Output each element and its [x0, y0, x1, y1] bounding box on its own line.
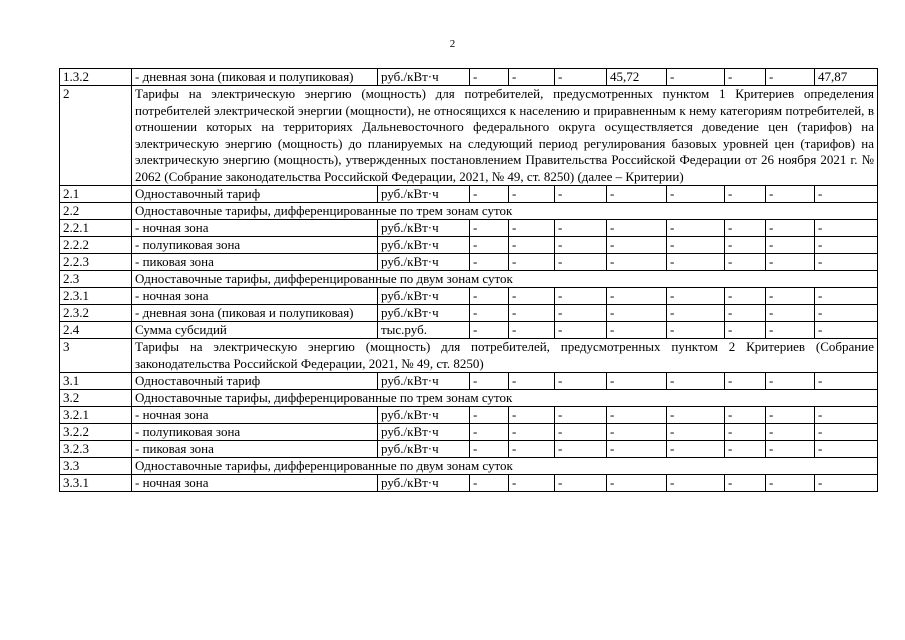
value-cell: - [766, 373, 815, 390]
item-name-cell: - ночная зона [132, 288, 378, 305]
value-cell: - [509, 373, 555, 390]
item-name-cell: - пиковая зона [132, 441, 378, 458]
row-number-cell: 1.3.2 [60, 69, 132, 86]
value-cell: - [815, 288, 878, 305]
value-cell: - [607, 441, 667, 458]
table-row [60, 475, 878, 492]
unit-cell: руб./кВт·ч [378, 220, 470, 237]
unit-cell: руб./кВт·ч [378, 254, 470, 271]
group-heading-cell: Одноставочные тарифы, дифференцированные по двум зонам суток [132, 271, 878, 288]
value-cell: - [725, 305, 766, 322]
row-number-cell: 2.3.1 [60, 288, 132, 305]
row-number-cell: 3.3 [60, 458, 132, 475]
value-cell: - [607, 373, 667, 390]
value-cell: - [555, 424, 607, 441]
item-name-cell: - полупиковая зона [132, 237, 378, 254]
value-cell: - [555, 322, 607, 339]
value-cell: - [470, 254, 509, 271]
table-row [60, 407, 878, 424]
value-cell: - [725, 322, 766, 339]
value-cell: - [815, 322, 878, 339]
unit-cell: руб./кВт·ч [378, 424, 470, 441]
value-cell: - [725, 220, 766, 237]
value-cell: - [815, 475, 878, 492]
unit-cell: руб./кВт·ч [378, 186, 470, 203]
section-row [60, 339, 878, 373]
row-number-cell: 2.2 [60, 203, 132, 220]
value-cell: - [815, 441, 878, 458]
value-cell: - [470, 441, 509, 458]
group-heading-cell: Одноставочные тарифы, дифференцированные по двум зонам суток [132, 458, 878, 475]
value-cell: - [555, 220, 607, 237]
value-cell: - [470, 424, 509, 441]
table-row [60, 220, 878, 237]
row-number-cell: 3.2.1 [60, 407, 132, 424]
value-cell: - [667, 407, 725, 424]
value-cell: - [815, 237, 878, 254]
value-cell: - [667, 237, 725, 254]
value-cell: - [766, 424, 815, 441]
item-name-cell: Одноставочный тариф [132, 186, 378, 203]
value-cell: - [555, 237, 607, 254]
value-cell: - [555, 407, 607, 424]
item-name-cell: - дневная зона (пиковая и полупиковая) [132, 305, 378, 322]
value-cell: - [725, 69, 766, 86]
value-cell: - [815, 220, 878, 237]
value-cell: - [509, 475, 555, 492]
value-cell: - [607, 475, 667, 492]
group-row [60, 390, 878, 407]
value-cell: - [509, 237, 555, 254]
value-cell: - [607, 424, 667, 441]
value-cell: - [725, 237, 766, 254]
row-number-cell: 3.2.3 [60, 441, 132, 458]
unit-cell: руб./кВт·ч [378, 407, 470, 424]
group-row [60, 203, 878, 220]
value-cell: - [725, 373, 766, 390]
table-row [60, 305, 878, 322]
row-number-cell: 3.2.2 [60, 424, 132, 441]
value-cell: - [766, 305, 815, 322]
row-number-cell: 2.1 [60, 186, 132, 203]
value-cell: - [725, 288, 766, 305]
value-cell: - [725, 424, 766, 441]
table-row [60, 373, 878, 390]
unit-cell: руб./кВт·ч [378, 305, 470, 322]
value-cell: - [766, 237, 815, 254]
group-row [60, 271, 878, 288]
section-heading-cell: Тарифы на электрическую энергию (мощность) для потребителей, предусмотренных пунктом 2 Критериев (Собрание законодательства Российской Федерации, 2021, № 49, ст. 8250) [132, 339, 878, 373]
row-number-cell: 3.3.1 [60, 475, 132, 492]
value-cell: - [725, 441, 766, 458]
value-cell: - [667, 475, 725, 492]
value-cell: - [725, 475, 766, 492]
value-cell: - [555, 373, 607, 390]
value-cell: - [667, 254, 725, 271]
group-heading-cell: Одноставочные тарифы, дифференцированные по трем зонам суток [132, 390, 878, 407]
item-name-cell: - пиковая зона [132, 254, 378, 271]
value-cell: - [815, 305, 878, 322]
row-number-cell: 2.3 [60, 271, 132, 288]
value-cell: - [509, 424, 555, 441]
row-number-cell: 2.2.2 [60, 237, 132, 254]
value-cell: - [766, 186, 815, 203]
item-name-cell: - полупиковая зона [132, 424, 378, 441]
value-cell: - [815, 186, 878, 203]
value-cell: - [470, 237, 509, 254]
value-cell: - [766, 220, 815, 237]
value-cell: - [607, 186, 667, 203]
value-cell: - [470, 373, 509, 390]
value-cell: - [470, 322, 509, 339]
value-cell: - [555, 305, 607, 322]
value-cell: - [766, 322, 815, 339]
page-number: 2 [449, 38, 456, 50]
value-cell: - [766, 407, 815, 424]
value-cell: - [509, 254, 555, 271]
item-name-cell: Одноставочный тариф [132, 373, 378, 390]
value-cell: - [470, 288, 509, 305]
row-number-cell: 3.2 [60, 390, 132, 407]
value-cell: - [815, 424, 878, 441]
value-cell: 47,87 [815, 69, 878, 86]
group-row [60, 458, 878, 475]
item-name-cell: - ночная зона [132, 407, 378, 424]
value-cell: - [607, 322, 667, 339]
value-cell: - [555, 288, 607, 305]
item-name-cell: - дневная зона (пиковая и полупиковая) [132, 69, 378, 86]
table-row [60, 254, 878, 271]
value-cell: - [815, 254, 878, 271]
item-name-cell: - ночная зона [132, 220, 378, 237]
row-number-cell: 2 [60, 86, 132, 186]
section-row [60, 86, 878, 186]
group-heading-cell: Одноставочные тарифы, дифференцированные по трем зонам суток [132, 203, 878, 220]
value-cell: - [815, 407, 878, 424]
value-cell: - [607, 237, 667, 254]
value-cell: - [509, 186, 555, 203]
value-cell: - [667, 220, 725, 237]
value-cell: - [607, 254, 667, 271]
value-cell: - [667, 373, 725, 390]
row-number-cell: 2.3.2 [60, 305, 132, 322]
value-cell: - [509, 69, 555, 86]
value-cell: - [667, 186, 725, 203]
value-cell: - [470, 407, 509, 424]
value-cell: - [667, 322, 725, 339]
value-cell: - [766, 475, 815, 492]
value-cell: - [766, 288, 815, 305]
value-cell: - [725, 254, 766, 271]
unit-cell: тыс.руб. [378, 322, 470, 339]
value-cell: - [470, 69, 509, 86]
table-row [60, 322, 878, 339]
value-cell: - [766, 254, 815, 271]
row-number-cell: 3.1 [60, 373, 132, 390]
value-cell: - [607, 220, 667, 237]
value-cell: - [509, 220, 555, 237]
value-cell: - [555, 254, 607, 271]
value-cell: - [470, 305, 509, 322]
value-cell: - [555, 441, 607, 458]
value-cell: - [667, 305, 725, 322]
unit-cell: руб./кВт·ч [378, 475, 470, 492]
value-cell: - [766, 69, 815, 86]
tariff-table [59, 68, 878, 492]
value-cell: - [509, 322, 555, 339]
item-name-cell: Сумма субсидий [132, 322, 378, 339]
unit-cell: руб./кВт·ч [378, 373, 470, 390]
value-cell: - [667, 69, 725, 86]
value-cell: - [667, 441, 725, 458]
value-cell: - [470, 220, 509, 237]
table-row [60, 288, 878, 305]
unit-cell: руб./кВт·ч [378, 69, 470, 86]
section-heading-cell: Тарифы на электрическую энергию (мощность) для потребителей, предусмотренных пунктом 1 Критериев определения потребителей электрической энергии (мощности), не относящихся к населению и приравненным к нему категориям потребителей, в отношении которых на территориях Дальневосточного федерального округа осуществляется доведение цен (тарифов) на электрическую энергию (мощность) до планируемых на следующий период регулирования базовых уровней цен (тарифов) на электрическую энергию (мощность), утвержденных постановлением Правительства Российской Федерации от 26 ноября 2021 г. № 2062 (Собрание законодательства Российской Федерации, 2021, № 49, ст. 8250) (далее – Критерии) [132, 86, 878, 186]
unit-cell: руб./кВт·ч [378, 237, 470, 254]
value-cell: - [667, 288, 725, 305]
row-number-cell: 3 [60, 339, 132, 373]
value-cell: - [555, 475, 607, 492]
row-number-cell: 2.2.1 [60, 220, 132, 237]
unit-cell: руб./кВт·ч [378, 441, 470, 458]
value-cell: - [555, 69, 607, 86]
value-cell: - [607, 305, 667, 322]
value-cell: - [607, 407, 667, 424]
value-cell: - [470, 186, 509, 203]
table-row [60, 186, 878, 203]
value-cell: - [509, 441, 555, 458]
value-cell: - [725, 186, 766, 203]
value-cell: - [766, 441, 815, 458]
value-cell: - [667, 424, 725, 441]
table-row [60, 441, 878, 458]
table-row [60, 69, 878, 86]
row-number-cell: 2.4 [60, 322, 132, 339]
unit-cell: руб./кВт·ч [378, 288, 470, 305]
table-row [60, 237, 878, 254]
value-cell: - [725, 407, 766, 424]
value-cell: - [509, 305, 555, 322]
value-cell: - [509, 288, 555, 305]
value-cell: - [815, 373, 878, 390]
tariff-table-body [60, 69, 878, 492]
value-cell: - [509, 407, 555, 424]
value-cell: - [470, 475, 509, 492]
value-cell: - [555, 186, 607, 203]
value-cell: - [607, 288, 667, 305]
value-cell: 45,72 [607, 69, 667, 86]
item-name-cell: - ночная зона [132, 475, 378, 492]
row-number-cell: 2.2.3 [60, 254, 132, 271]
table-row [60, 424, 878, 441]
